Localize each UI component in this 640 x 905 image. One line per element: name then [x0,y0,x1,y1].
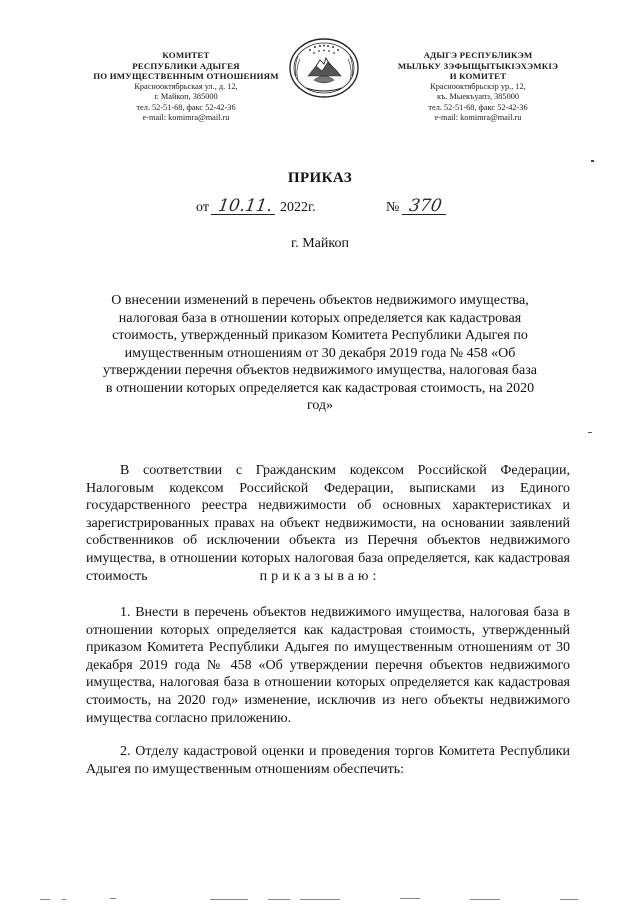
paragraph-item-2-text: 2. Отделу кадастровой оценки и проведения торгов Комитета Республики Адыгея по имущественным отношениям обеспечить: [86,744,570,777]
order-subject: О внесении изменений в перечень объектов недвижимого имущества, налоговая база в отношении которых определяется как кадастровая стоимость, утвержденный приказом Комитета Республики Адыгея по имущественным отношениям от 30 декабря 2019 года № 458 «Об утверждении перечня объектов недвижимого имущества, налоговая база в отношении которых определяется как кадастровая стоимость, на 2020 год» [103,293,537,413]
scan-speck [591,160,594,162]
letterhead-left-line3: ПО ИМУЩЕСТВЕННЫМ ОТНОШЕНИЯМ [93,71,279,81]
number-handwritten: 370 [402,199,449,215]
letterhead-right-email: e-mail: komimra@mail.ru [434,113,522,122]
letterhead-right-line3: И КОМИТЕТ [449,71,507,81]
paragraph-item-1 [86,604,570,727]
letterhead-left [86,50,286,124]
number-prefix: № [386,200,400,215]
letterhead-right-line2: МЫЛЬКУ ЗЭФЫЩЫТЫКІЭХЭМКІЭ [397,60,559,71]
scan-edge-artifacts [0,893,640,905]
letterhead-left-line2: РЕСПУБЛИКИ АДЫГЕЯ [132,60,240,71]
scan-speck [588,432,592,433]
letterhead-right [378,50,578,124]
letterhead-left-line1: КОМИТЕТ [162,50,210,60]
date-handwritten: 10.11. [211,199,277,215]
letterhead-right-line1: АДЫГЭ РЕСПУБЛИКЭМ [423,50,533,60]
paragraph-item-2 [86,743,570,778]
letterhead-left-address1: Краснооктябрьская ул., д. 12, [134,81,238,91]
letterhead-left-address2: г. Майкоп, 385000 [154,92,218,101]
order-date [196,196,316,216]
order-city: г. Майкоп [291,236,349,251]
paragraph-basis-text: В соответствии с Гражданским кодексом Российской Федерации, Налоговым кодексом Российской Федерации, выписками из Единого государственного реестра недвижимости об основных характеристиках и зарегистрированных правах на объект недвижимости, на основании заявлений собственников об исключении объекта из Перечня объектов недвижимого имущества, в отношении которых налоговая база определяется, как кадастровая стоимость [86,463,570,584]
order-number [386,196,447,216]
paragraph-item-1-text: 1. Внести в перечень объектов недвижимого имущества, налоговая база в отношении которых определяется как кадастровая стоимость, утвержденный приказом Комитета Республики Адыгея по имущественным отношениям от 30 декабря 2019 года № 458 «Об утверждении перечня объектов недвижимого имущества, налоговая база в отношении которых определяется как кадастровая стоимость, на 2020 год» изменение, исключив из него объекты недвижимого имущества согласно приложению. [86,605,570,726]
order-title: ПРИКАЗ [287,170,353,186]
coat-of-arms-icon [286,36,362,100]
letterhead-left-phone: тел. 52-51-68, факс 52-42-36 [136,102,236,112]
date-suffix: 2022г. [280,200,316,215]
letterhead-left-email: e-mail: komimra@mail.ru [142,113,230,122]
letterhead-right-phone: тел. 52-51-68, факс 52-42-36 [428,102,528,112]
letterhead-right-address2: къ. Мыекъуапэ, 385000 [436,92,520,101]
date-prefix: от [196,200,209,215]
paragraph-basis [86,462,570,585]
letterhead-right-address1: Краснооктябрьскэр ур., 12, [430,81,526,91]
order-word: приказываю: [259,569,381,584]
